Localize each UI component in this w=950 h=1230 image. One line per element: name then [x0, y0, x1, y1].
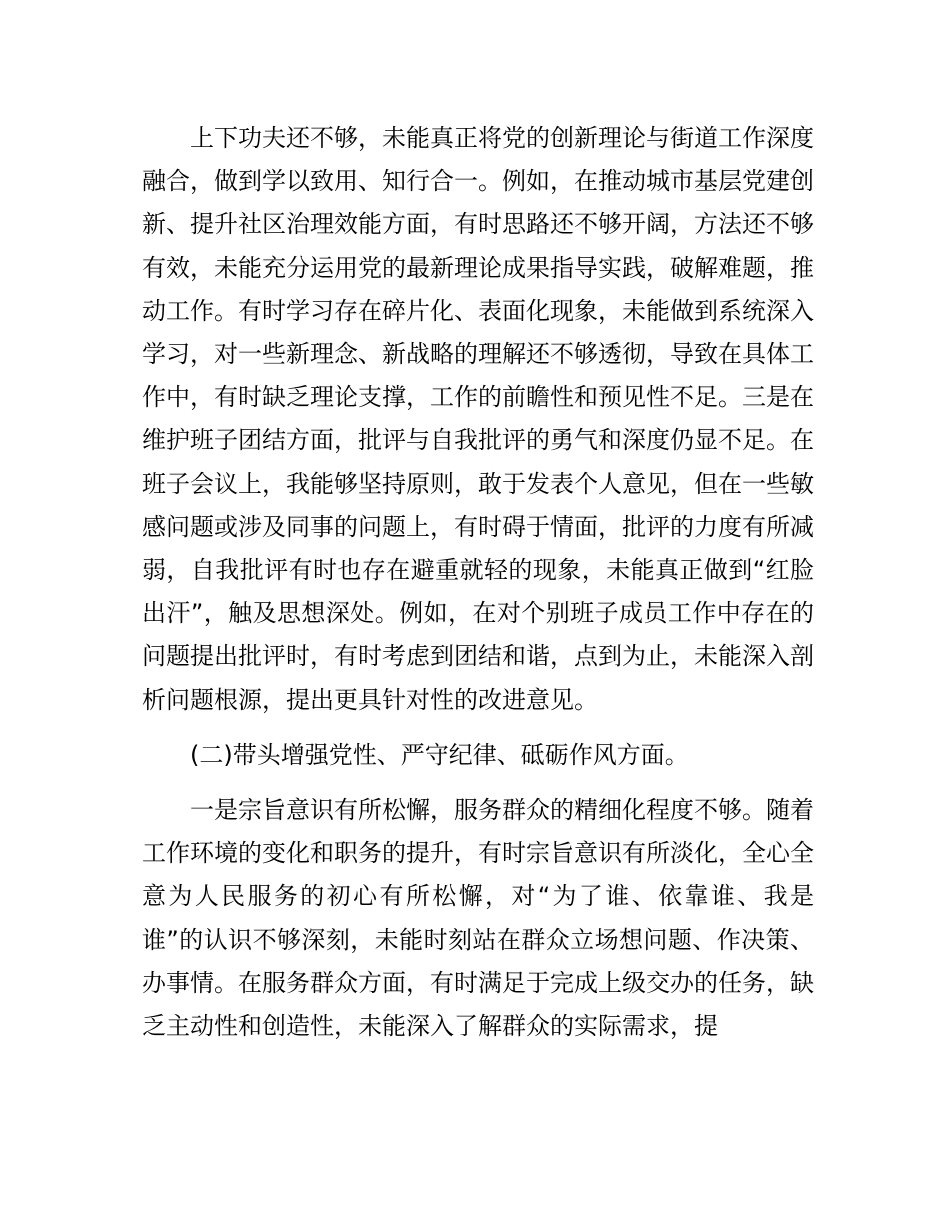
- section-heading: (二)带头增强党性、严守纪律、砥砺作风方面。: [190, 740, 689, 769]
- paragraph-2: 一是宗旨意识有所松懈，服务群众的精细化程度不够。随着工作环境的变化和职务的提升，有时宗旨意识有所淡化，全心全意为人民服务的初心有所松懈，对“为了谁、依靠谁、我是谁”的认识不够深刻，未能时刻站在群众立场想问题、作决策、办事情。在服务群众方面，有时满足于完成上级交办的任务，缺乏主动性和创造性，未能深入了解群众的实际需求，提: [142, 796, 814, 1041]
- document-body: [142, 117, 814, 1048]
- paragraph-1: 上下功夫还不够，未能真正将党的创新理论与街道工作深度融合，做到学以致用、知行合一。例如，在推动城市基层党建创新、提升社区治理效能方面，有时思路还不够开阔，方法还不够有效，未能充分运用党的最新理论成果指导实践，破解难题，推动工作。有时学习存在碎片化、表面化现象，未能做到系统深入学习，对一些新理念、新战略的理解还不够透彻，导致在具体工作中，有时缺乏理论支撑，工作的前瞻性和预见性不足。三是在维护班子团结方面，批评与自我批评的勇气和深度仍显不足。在班子会议上，我能够坚持原则，敢于发表个人意见，但在一些敏感问题或涉及同事的问题上，有时碍于情面，批评的力度有所减弱，自我批评有时也存在避重就轻的现象，未能真正做到“红脸出汗”，触及思想深处。例如，在对个别班子成员工作中存在的问题提出批评时，有时考虑到团结和谐，点到为止，未能深入剖析问题根源，提出更具针对性的改进意见。: [142, 124, 814, 714]
